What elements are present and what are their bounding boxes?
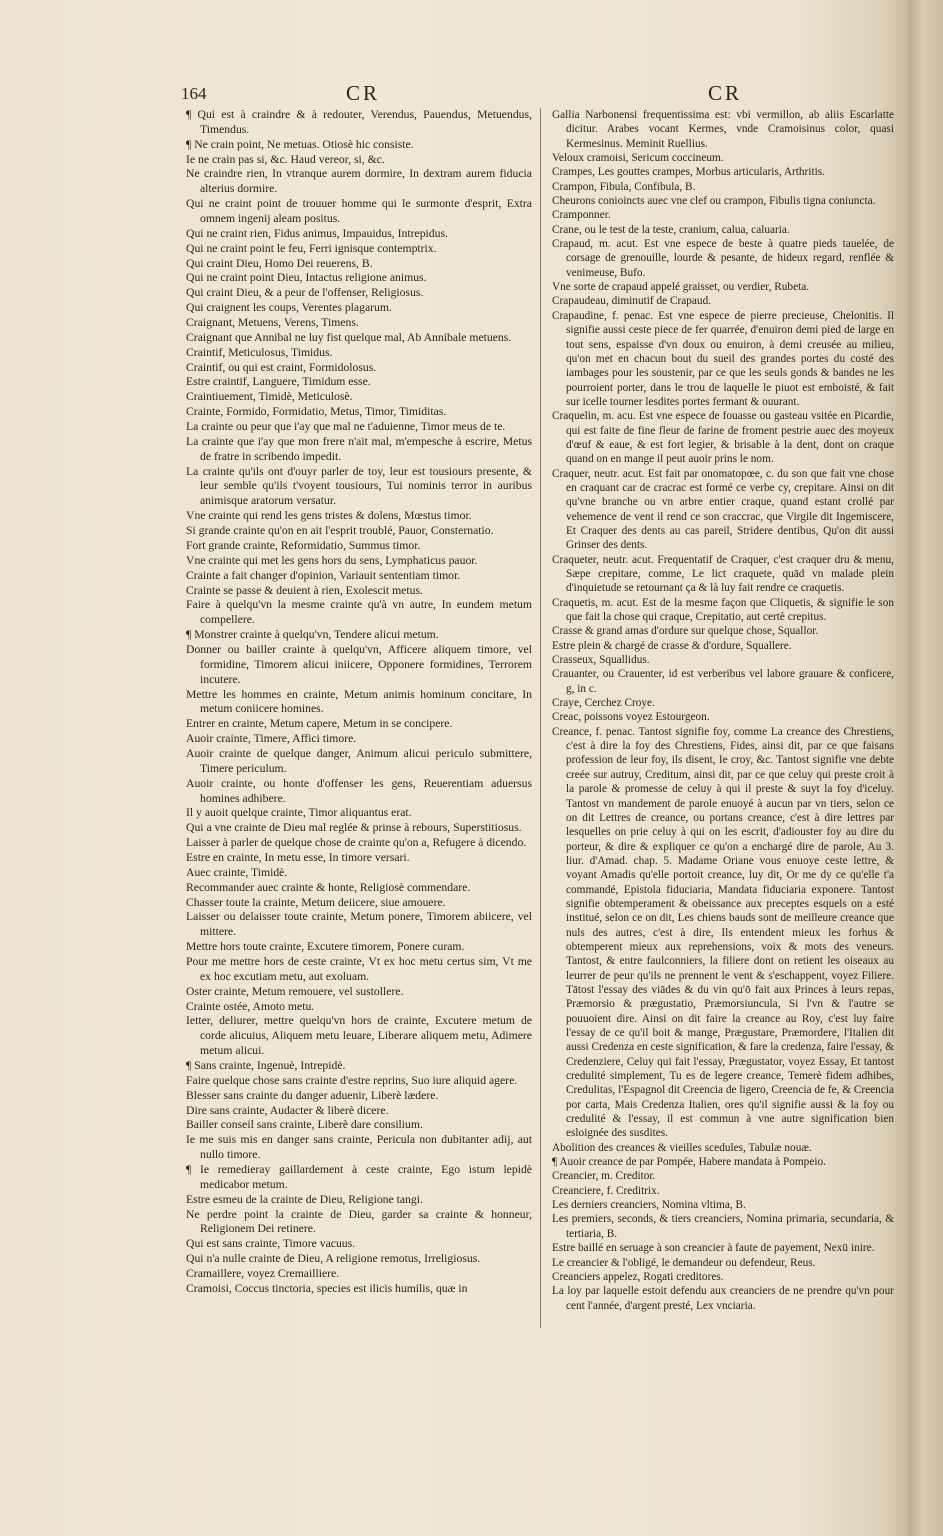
dictionary-entry: Creancier, m. Creditor. xyxy=(552,1170,656,1183)
dictionary-entry: La crainte que i'ay que mon frere n'ait mal, m'empesche à escrire, Metus de fratre in scribendo impedit. xyxy=(186,434,532,463)
dictionary-entry: Estre baillé en seruage à son creancier à faute de payement, Nexū inire. xyxy=(552,1242,875,1255)
dictionary-entry: Crainte, Formido, Formidatio, Metus, Timor, Timiditas. xyxy=(186,405,447,419)
dictionary-entry: La crainte ou peur que i'ay que mal ne t'aduienne, Timor meus de te. xyxy=(186,420,506,434)
dictionary-entry: Crainte a fait changer d'opinion, Variauit sententiam timor. xyxy=(186,568,461,582)
dictionary-entry: Recommander auec crainte & honte, Religiosè commendare. xyxy=(186,880,471,894)
dictionary-entry: Ietter, deliurer, mettre quelqu'vn hors de crainte, Excutere metum de corde alicuius, Aliquem metu leuare, Liberare aliquem metu, Adimere metum alicui. xyxy=(186,1014,532,1058)
dictionary-entry: Dire sans crainte, Audacter & liberè dicere. xyxy=(186,1103,389,1117)
dictionary-entry: Les derniers creanciers, Nomina vltima, B. xyxy=(552,1199,746,1212)
dictionary-entry: Il y auoit quelque crainte, Timor aliquantus erat. xyxy=(186,806,412,820)
dictionary-entry: La loy par laquelle estoit defendu aux creanciers de ne prendre qu'vn pour cent l'année, d'argent presté, Lex vnciaria. xyxy=(552,1285,894,1312)
dictionary-entry: Qui ne craint point Dieu, Intactus religione animus. xyxy=(186,271,427,285)
dictionary-entry: Crainte se passe & deuient à rien, Exolescit metus. xyxy=(186,583,423,597)
dictionary-entry: Crampes, Les gouttes crampes, Morbus articularis, Arthritis. xyxy=(552,166,825,179)
dictionary-entry: Le creancier & l'obligé, le demandeur ou defendeur, Reus. xyxy=(552,1256,816,1269)
dictionary-entry: Qui ne craint rien, Fidus animus, Impauidus, Intrepidus. xyxy=(186,226,448,240)
dictionary-entry: Pour me mettre hors de ceste crainte, Vt ex hoc metu certus sim, Vt me ex hoc excutiam metu, aut exoluam. xyxy=(186,954,532,983)
dictionary-entry: Estre plein & chargé de crasse & d'ordure, Squallere. xyxy=(552,639,792,652)
dictionary-entry: Ne craindre rien, In vtranque aurem dormire, In dextram aurem fiducia alterius dormire. xyxy=(186,167,532,196)
dictionary-entry: Qui craint Dieu, & a peur de l'offenser, Religiosus. xyxy=(186,286,424,300)
dictionary-entry: Faire quelque chose sans crainte d'estre reprins, Suo iure aliquid agere. xyxy=(186,1073,518,1087)
dictionary-entry: Creance, f. penac. Tantost signifie foy, comme La creance des Chrestiens, c'est à dire la foy des Chrestiens, Fides, ainsi dit, par ce que faisans profession de leur foy, ils disent, Ie croy, &c. Tantost signifie vne debte creée sur autruy, Creditum, ainsi dit, par ce que celuy qui preste croit à la parole & promesse de celuy à qui il preste & suyt la foy d'iceluy. Tantost vn mandement de parole enuoyé à aucun par vn tiers, selon ce on dit Lettres de creance, ou portans creance, c'est à dire lettres par lesquelles on prie celuy à qui on les escrit, d'adiouster foy au dire du porteur, & dire & expliquer ce qu'on a enchargé dire de parole, Au 3. liur. d'Amad. chap. 5. Madame Oriane vous enuoye ceste lettre, & voyant Amadis qu'elle portoit creance, luy dit, Or me dy ce qu'elle t'a commandé, Epistola fiduciaria, Mandata fiduciaria exponere. Tantost signifie obtemperament & obeissance aux preceptes esquels on a esté institué, selon ce on dit, Les chiens bauds sont de meilleure creance que nuls des autres, c'est à dire, Ils entendent mieux les forhus & obtemperent mieux aux reprehensions, voix & mots des veneurs. Tantost, & entre faulconniers, la filiere dont on retient les oiseaux au leurrer de peur qu'ils ne prennent le vent & s'eschappent, voyez Filiere. Tātost l'essay des viādes & du vin qu'ō fait aux Princes à leurs repas, Præmorsio & prægustatio, Præmorsiuncula, Si l'vn & l'autre se pouuoient dire. Ainsi on dit faire la creance au Roy, c'est luy faire l'essay de ce qu'il boit & mange, Prægustare, Præmordere, l'Italien dit aussi Credenza en ceste signification, & fare la credenza, faire l'essay, & Credenziere, Celuy qui fait l'essay, Prægustator, voyez Essay, Et tantost credulité simplement, Tu es de legere creance, Temerè fidem adhibes, Credulitas, l'Espagnol dit Creencia de ligero, Creencia de fe, & Creencia por carta, Mais Credenza Italien, ores qu'il signifie aussi & la foy ou credulité & l'essay, il est commun à vne autre signification bien esloignée des susdites. xyxy=(552,725,894,1140)
dictionary-entry: Ie me suis mis en danger sans crainte, Pericula non dubitanter adij, aut nullo timore. xyxy=(186,1133,532,1162)
dictionary-entry: Bailler conseil sans crainte, Liberè dare consilium. xyxy=(186,1118,423,1132)
dictionary-entry: Ie ne crain pas si, &c. Haud vereor, si, &c. xyxy=(186,152,385,166)
dictionary-entry: La crainte qu'ils ont d'ouyr parler de toy, leur est tousiours presente, & leur semble qu'ils t'voyent tousiours, Tui nominis terror in auribus animisque aratorum versatur. xyxy=(186,464,532,508)
dictionary-entry: Auoir crainte de quelque danger, Animum alicui periculo submittere, Timere periculum. xyxy=(186,746,532,775)
dictionary-entry: Vne crainte qui rend les gens tristes & dolens, Mœstus timor. xyxy=(186,509,472,523)
dictionary-entry: Craintif, ou qui est craint, Formidolosus. xyxy=(186,360,377,374)
dictionary-entry: Oster crainte, Metum remouere, vel sustollere. xyxy=(186,984,404,998)
dictionary-entry: ¶ Auoir creance de par Pompée, Habere mandata à Pompeio. xyxy=(552,1156,826,1169)
dictionary-entry: Craignant, Metuens, Verens, Timens. xyxy=(186,316,359,330)
dictionary-entry: Cramoisi, Coccus tinctoria, species est ilicis humilis, quæ in xyxy=(186,1281,468,1295)
dictionary-entry: Craignant que Annibal ne luy fist quelque mal, Ab Annibale metuens. xyxy=(186,330,512,344)
dictionary-entry: Vne crainte qui met les gens hors du sens, Lymphaticus pauor. xyxy=(186,553,478,567)
dictionary-entry: Qui est sans crainte, Timore vacuus. xyxy=(186,1237,356,1251)
dictionary-entry: Craqueter, neutr. acut. Frequentatif de Craquer, c'est craquer dru & menu, Sæpe crepitare, comme, Le lict craquete, quād vn malade plein d'inquietude se retournant ça & là luy fait rendre ce craquetis. xyxy=(552,553,894,595)
dictionary-entry: Crampon, Fibula, Confibula, B. xyxy=(552,180,696,193)
next-page-edge xyxy=(908,0,943,1536)
dictionary-entry: Laisser ou delaisser toute crainte, Metum ponere, Timorem abiicere, vel mittere. xyxy=(186,910,532,939)
dictionary-entry: Craquer, neutr. acut. Est fait par onomatopœe, c. du son que fait vne chose en craquant car de cracrac est formé ce verbe cy, crepitare. Ainsi on dit qu'vne branche ou vn arbre entier craque, quand estant crollé par vehemence de vent il rend ce son craccrac, que Virgile dit Ingemiscere, Et Craquer des dents au cas pareil, Stridere dentibus, Qu'on dit aussi Grinser des dents. xyxy=(552,467,894,552)
dictionary-entry: Gallia Narbonensi frequentissima est: vbi vermillon, ab aliis Escarlatte dicitur. Arabes vocant Kermes, vnde Cramoisinus color, quasi Kermesinus. Meminit Ruellius. xyxy=(552,109,894,150)
dictionary-entry: Creanciers appelez, Rogati creditores. xyxy=(552,1270,724,1283)
dictionary-entry: Crasseux, Squallidus. xyxy=(552,654,650,667)
dictionary-entry: Craintif, Meticulosus, Timidus. xyxy=(186,345,333,359)
dictionary-entry: Qui n'a nulle crainte de Dieu, A religione remotus, Irreligiosus. xyxy=(186,1252,481,1266)
dictionary-entry: Estre en crainte, In metu esse, In timore versari. xyxy=(186,850,410,864)
dictionary-entry: Entrer en crainte, Metum capere, Metum in se concipere. xyxy=(186,717,453,731)
dictionary-entry: Creanciere, f. Creditrix. xyxy=(552,1184,660,1197)
dictionary-entry: Craye, Cerchez Croye. xyxy=(552,697,655,710)
page-number: 164 xyxy=(181,84,207,103)
running-head-left: CR xyxy=(346,81,381,105)
dictionary-entry: Crasse & grand amas d'ordure sur quelque chose, Squallor. xyxy=(552,625,819,638)
dictionary-entry: Crane, ou le test de la teste, cranium, calua, caluaria. xyxy=(552,223,790,236)
running-head-right: CR xyxy=(708,81,743,105)
dictionary-entry: Laisser à parler de quelque chose de crainte qu'on a, Refugere à dicendo. xyxy=(186,836,527,850)
dictionary-entry: Craquelin, m. acu. Est vne espece de fouasse ou gasteau vsitée en Picardie, qui est faite de fine fleur de farine de froment pestrie auec des moyeux d'œuf & eaue, & est fort legier, & brisable à la dent, dont on craque quand on en mange il peut auoir prins le nom. xyxy=(552,410,894,466)
dictionary-entry: Qui a vne crainte de Dieu mal reglée & prinse à rebours, Superstitiosus. xyxy=(186,821,522,835)
dictionary-entry: Auec crainte, Timidè. xyxy=(186,865,288,879)
dictionary-entry: ¶ Sans crainte, Ingenuè, Intrepidè. xyxy=(186,1059,346,1072)
dictionary-entry: ¶ Ne crain point, Ne metuas. Otiosè hic consiste. xyxy=(186,137,414,151)
dictionary-entry: ¶ Monstrer crainte à quelqu'vn, Tendere alicui metum. xyxy=(186,628,439,642)
dictionary-entry: Si grande crainte qu'on en ait l'esprit troublé, Pauor, Consternatio. xyxy=(186,524,494,538)
dictionary-entry: Crapaud, m. acut. Est vne espece de beste à quatre pieds tauelée, de corsage de grenouille, lourde & pesante, de hideux regard, renflée & venimeuse, Bufo. xyxy=(552,238,894,279)
dictionary-entry: Chasser toute la crainte, Metum deiicere, siue amouere. xyxy=(186,895,446,909)
dictionary-entry: Creac, poissons voyez Estourgeon. xyxy=(552,711,710,724)
dictionary-entry: Qui ne craint point de trouuer homme qui le surmonte d'esprit, Extra omnem ingenij aleam positus. xyxy=(186,197,532,226)
left-column xyxy=(186,108,532,1297)
column-divider xyxy=(540,108,541,1328)
dictionary-entry: Qui craignent les coups, Verentes plagarum. xyxy=(186,301,392,315)
dictionary-entry: Crauanter, ou Crauenter, id est verberibus vel labore grauare & conficere, g, in c. xyxy=(552,668,894,695)
dictionary-entry: Les premiers, seconds, & tiers creanciers, Nomina primaria, secundaria, & tertiaria, B. xyxy=(552,1213,894,1240)
dictionary-entry: Cramponner. xyxy=(552,209,611,222)
dictionary-entry: Mettre les hommes en crainte, Metum animis hominum concitare, In metum coniicere homines. xyxy=(186,687,532,716)
dictionary-entry: Estre craintif, Languere, Timidum esse. xyxy=(186,375,371,389)
dictionary-entry: Qui ne craint point le feu, Ferri ignisque contemptrix. xyxy=(186,241,437,255)
dictionary-entry: Qui craint Dieu, Homo Dei reuerens, B. xyxy=(186,256,373,270)
right-column xyxy=(552,108,894,1313)
dictionary-entry: Craquetis, m. acut. Est de la mesme façon que Cliquetis, & signifie le son que fait la chose qui craque, Crepitatio, aut certè crepitus. xyxy=(552,596,894,624)
dictionary-entry: Faire à quelqu'vn la mesme crainte qu'à vn autre, In eundem metum compellere. xyxy=(186,598,532,627)
dictionary-entry: Cheurons conioincts auec vne clef ou crampon, Fibulis tigna coniuncta. xyxy=(552,195,876,208)
dictionary-entry: Estre esmeu de la crainte de Dieu, Religione tangi. xyxy=(186,1192,423,1206)
dictionary-entry: Craintiuement, Timidè, Meticulosè. xyxy=(186,390,353,404)
dictionary-entry: Crapaudine, f. penac. Est vne espece de pierre precieuse, Chelonitis. Il signifie aussi ceste piece de fer quarrée, d'enuiron demi pied de large en tout sens, espaisse d'vn doux ou enuiron, à demi creusée au milieu, qu'on met en chacun bout du sueil des grandes portes du costé des iambages pour les soustenir, par ce que les seuls gonds & bandes ne les pourroient porter, dans le trou de laquelle le piuot est emboisté, & fait sur icelle tourner lesdites portes fermant & ouurant. xyxy=(552,309,894,408)
dictionary-entry: Ne perdre point la crainte de Dieu, garder sa crainte & honneur, Religionem Dei retinere. xyxy=(186,1207,532,1236)
dictionary-entry: Cramaillere, voyez Cremailliere. xyxy=(186,1267,340,1281)
dictionary-entry: Vne sorte de crapaud appelé graisset, ou verdier, Rubeta. xyxy=(552,281,810,294)
dictionary-entry: Auoir crainte, Timere, Affici timore. xyxy=(186,732,357,746)
dictionary-entry: ¶ Ie remedieray gaillardement à ceste crainte, Ego istum lepidè medicabor metum. xyxy=(186,1163,532,1191)
dictionary-entry: Mettre hors toute crainte, Excutere timorem, Ponere curam. xyxy=(186,940,465,954)
dictionary-entry: ¶ Qui est à craindre & à redouter, Verendus, Pauendus, Metuendus, Timendus. xyxy=(186,108,532,136)
dictionary-entry: Fort grande crainte, Reformidatio, Summus timor. xyxy=(186,538,421,552)
dictionary-entry: Blesser sans crainte du danger aduenir, Liberè lædere. xyxy=(186,1088,439,1102)
dictionary-entry: Donner ou bailler crainte à quelqu'vn, Afficere aliquem timore, vel formidine, Timorem alicui iniicere, Opponere formidines, Terrorem incutere. xyxy=(186,642,532,686)
dictionary-entry: Abolition des creances & vieilles scedules, Tabulæ nouæ. xyxy=(552,1141,812,1154)
dictionary-entry: Auoir crainte, ou honte d'offenser les gens, Reuerentiam aduersus homines adhibere. xyxy=(186,776,532,805)
dictionary-entry: Veloux cramoisi, Sericum coccineum. xyxy=(552,152,724,165)
dictionary-entry: Crainte ostée, Amoto metu. xyxy=(186,999,315,1013)
dictionary-entry: Crapaudeau, diminutif de Crapaud. xyxy=(552,295,712,308)
